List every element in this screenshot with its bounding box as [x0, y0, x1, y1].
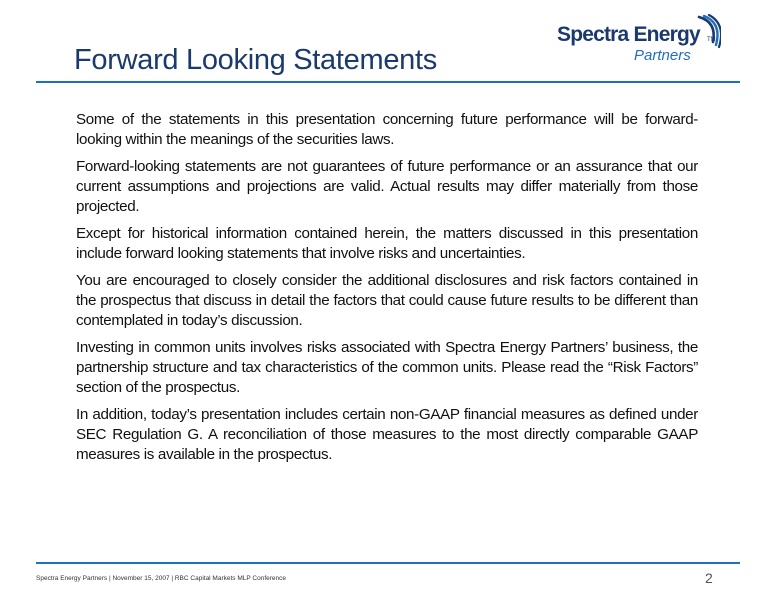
- paragraph: Investing in common units involves risks associated with Spectra Energy Partners’ business, the partnership structure and tax characteristics of the common units. Please read the “Risk Factors” section of the prospectus.: [76, 339, 698, 396]
- logo-trademark: TM: [707, 37, 716, 43]
- footer-text: Spectra Energy Partners | November 15, 2007 | RBC Capital Markets MLP Conference: [36, 575, 287, 582]
- paragraph: In addition, today’s presentation includes certain non-GAAP financial measures as defined under SEC Regulation G. A reconciliation of those measures to the most directly comparable GAAP measures is available in the prospectus.: [76, 406, 698, 463]
- header-divider: [36, 81, 740, 83]
- spectra-energy-partners-logo: [557, 14, 727, 66]
- paragraph: Except for historical information contained herein, the matters discussed in this presentation include forward looking statements that involve risks and uncertainties.: [76, 225, 698, 262]
- logo-swoosh-icon: [695, 14, 721, 54]
- paragraph: Some of the statements in this presentation concerning future performance will be forward-looking within the meanings of the securities laws.: [76, 111, 698, 148]
- page-number: 2: [705, 570, 713, 586]
- logo-sub-text: Partners: [634, 47, 691, 64]
- footer-divider: [36, 562, 740, 564]
- statement-body: [76, 110, 698, 472]
- slide-title: Forward Looking Statements: [74, 44, 437, 76]
- paragraph: Forward-looking statements are not guarantees of future performance or an assurance that our current assumptions and projections are valid. Actual results may differ materially from those projected.: [76, 158, 698, 215]
- logo-brand-text: Spectra Energy: [557, 23, 700, 46]
- paragraph: You are encouraged to closely consider the additional disclosures and risk factors contained in the prospectus that discuss in detail the factors that could cause future results to be different than contemplated in today’s discussion.: [76, 272, 698, 329]
